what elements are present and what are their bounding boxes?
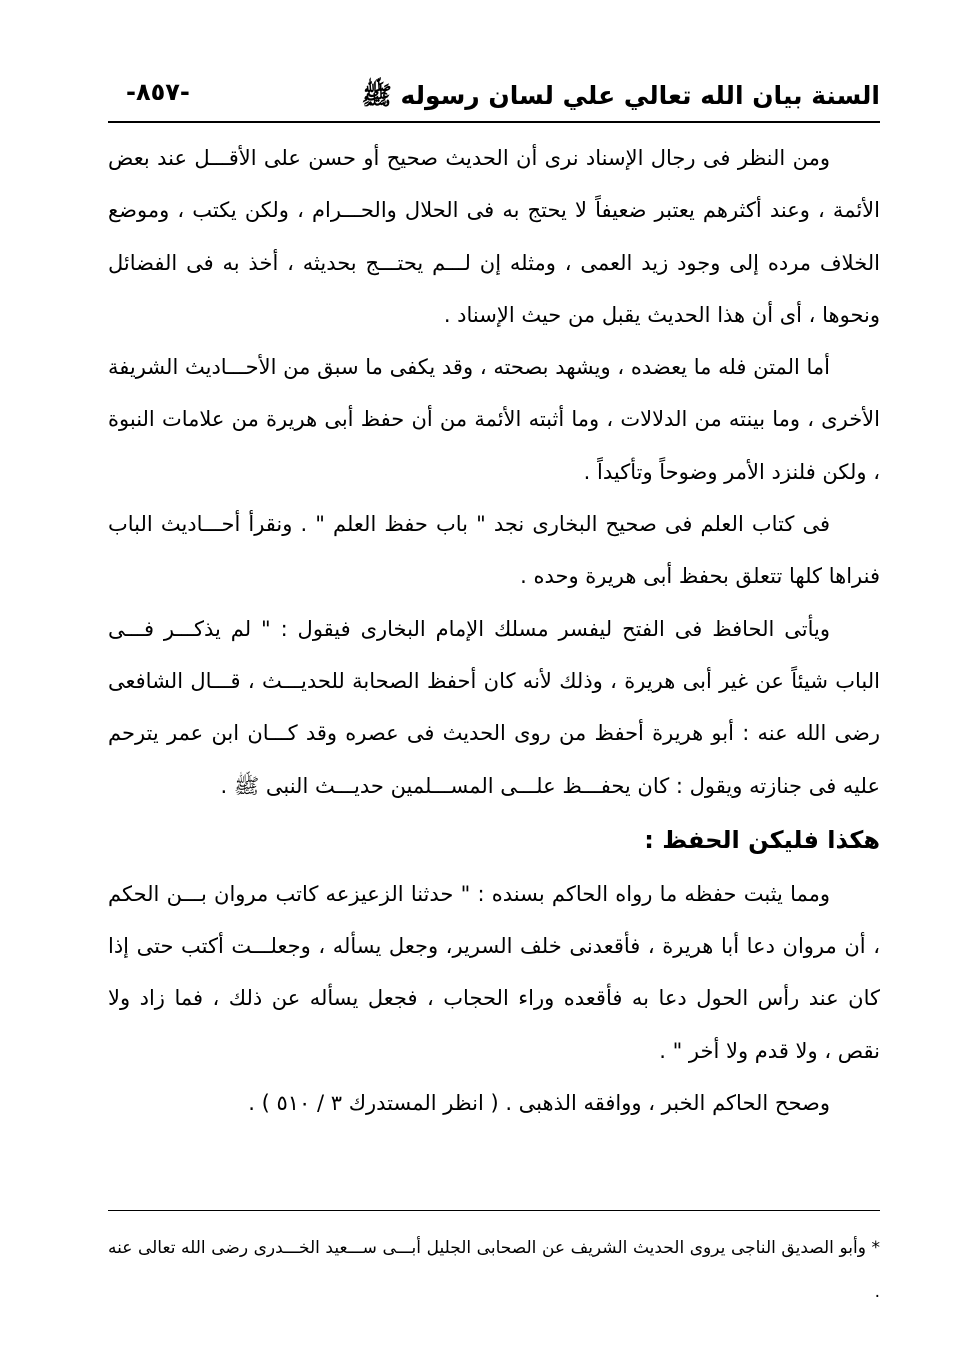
paragraph: أما المتن فله ما يعضده ، ويشهد بصحته ، وقد يكفى ما سبق من الأحـــاديث الشريفة الأخرى ، وما بينته من الدلالات ، وما أثبته الأئمة من أن حفظ أبى هريرة من علامات النبوة ، ولكن فلنزد الأمر وضوحاً وتأكيداً . (108, 355, 880, 484)
header-divider (108, 121, 880, 123)
page-header (108, 72, 880, 122)
section-heading: هكذا فليكن الحفظ : (644, 825, 880, 854)
paragraph: ومن النظر فى رجال الإسناد نرى أن الحديث صحيح أو حسن على الأقـــل عند بعض الأئمة ، وعند أكثرهم يعتبر ضعيفاً لا يحتج به فى الحلال والحـــرام ، ولكن يكتب ، وموضع الخلاف مرده إلى وجود زيد العمى ، ومثله إن لـــم يحتـــج بحديثه ، أخذ به فى الفضائل ونحوها ، أى أن هذا الحديث يقبل من حيث الإسناد . (108, 146, 880, 327)
paragraph: ومما يثبت حفظه ما رواه الحاكم بسنده : " حدثنا الزعيزعه كاتب مروان بـــن الحكم ، أن مروان دعا أبا هريرة ، فأقعدنى خلف السرير، وجعل يسأله ، وجعلـــت أكتب حتى إذا كان عند رأس الحول دعا به فأقعده وراء الحجاب ، فجعل يسأله عن ذلك ، فما زاد ولا نقص ، ولا قدم ولا أخر " . (108, 881, 880, 1063)
paragraph: ويأتى الحافظ فى الفتح ليفسر مسلك الإمام البخارى فيقول : " لم يذكـــر فـــى الباب شيئاً عن غير أبى هريرة ، وذلك لأنه كان أحفظ الصحابة للحديـــث ، قـــال الشافعى رضى الله عنه : أبو هريرة أحفظ من روى الحديث فى عصره وقد كـــان ابن عمر يترحم عليه فى جنازته ويقول : كان يحفـــظ علـــى المســـلمين حديـــث النبى ﷺ . (108, 616, 880, 798)
footnote-divider (108, 1210, 880, 1211)
body-text (108, 132, 880, 1129)
paragraph: وصحح الحاكم الخبر ، ووافقه الذهبى . ( انظر المستدرك ٣ / ٥١٠ ) . (248, 1091, 830, 1116)
page-number: -٨٥٧- (126, 78, 190, 106)
footnote: * وأبو الصديق الناجى يروى الحديث الشريف عن الصحابى الجليل أبـــى ســـعيد الخـــدرى رضى الله تعالى عنه . (108, 1238, 880, 1302)
paragraph: فى كتاب العلم فى صحيح البخارى نجد " باب حفظ العلم " . ونقرأ أحـــاديث الباب فنراها كلها تتعلق بحفظ أبى هريرة وحده . (108, 512, 880, 589)
running-title: السنة بيان الله تعالي علي لسان رسوله ﷺ (361, 81, 880, 110)
